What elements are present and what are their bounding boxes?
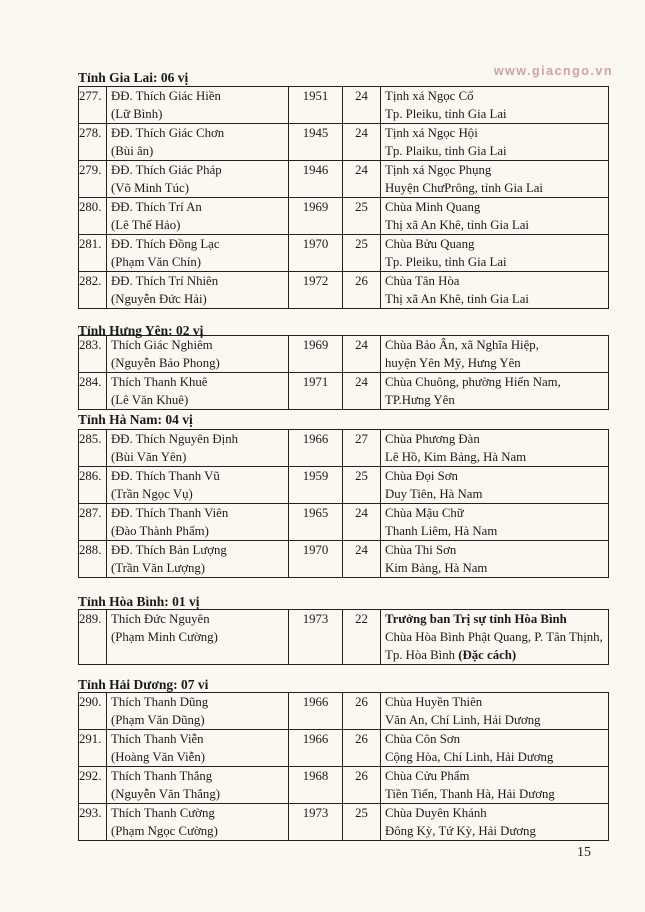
table-hoabinh [78,609,609,665]
birth-year: 1969 [302,200,329,214]
monk-name: ĐĐ. Thích Giác Pháp [111,163,222,177]
location-cell [381,693,609,730]
name-cell [107,235,289,272]
birth-year-cell [289,804,343,841]
city-name [385,646,604,664]
ordination-age: 27 [355,432,368,446]
table-row [79,336,609,373]
location-cell [381,430,609,467]
temple-name: Chùa Duyên Khánh [385,806,487,820]
temple-address: Kim Bảng, Hà Nam [385,561,488,575]
lay-name: (Trần Văn Lượng) [111,561,206,575]
lay-name: (Phạm Ngọc Cường) [111,824,218,838]
lay-name: (Lê Văn Khuê) [111,393,189,407]
row-number-text: 280. [79,200,102,214]
row-number [79,161,107,198]
lay-name: (Hoàng Văn Viễn) [111,750,206,764]
section-title-gialai: Tỉnh Gia Lai: 06 vị [78,70,189,85]
ordination-age: 26 [355,769,368,783]
row-number-text: 281. [79,237,102,251]
birth-year: 1973 [302,612,329,626]
name-cell [107,693,289,730]
age-cell [343,767,381,804]
lay-name: (Phạm Minh Cường) [111,630,218,644]
page-number: 15 [577,845,591,860]
monk-name: ĐĐ. Thích Giác Hiền [111,89,221,103]
city-name-part: Tp. Hòa Bình [385,648,459,662]
birth-year-cell [289,541,343,578]
birth-year-cell [289,235,343,272]
lay-name: (Võ Minh Túc) [111,181,189,195]
row-number-text: 292. [79,769,102,783]
row-number [79,87,107,124]
lay-name: (Đào Thành Phẩm) [111,524,209,538]
table-hungyen [78,335,609,410]
location-cell [381,87,609,124]
row-number-text: 285. [79,432,102,446]
location-cell [381,336,609,373]
row-number [79,610,107,665]
name-cell [107,198,289,235]
temple-name: Chùa Thi Sơn [385,543,457,557]
temple-name: Chùa Đọi Sơn [385,469,458,483]
table-row [79,272,609,309]
birth-year-cell [289,730,343,767]
name-cell [107,610,289,665]
row-number [79,430,107,467]
special-note-part: (Đặc cách) [458,648,517,662]
birth-year-cell [289,272,343,309]
row-number [79,467,107,504]
table-row [79,767,609,804]
temple-address: Đông Kỳ, Tứ Kỳ, Hải Dương [385,824,536,838]
age-cell [343,272,381,309]
ordination-age: 26 [355,274,368,288]
age-cell [343,730,381,767]
location-cell [381,541,609,578]
location-cell [381,198,609,235]
location-cell [381,610,609,665]
temple-address: Văn An, Chí Linh, Hải Dương [385,713,541,727]
birth-year: 1968 [302,769,329,783]
row-number-text: 284. [79,375,102,389]
row-number [79,272,107,309]
name-cell [107,272,289,309]
row-number [79,235,107,272]
row-number-text: 278. [79,126,102,140]
table-row [79,161,609,198]
age-cell [343,467,381,504]
monk-name: Thích Thanh Viễn [111,732,204,746]
temple-address: Thị xã An Khê, tỉnh Gia Lai [385,218,529,232]
ordination-age: 25 [355,806,368,820]
lay-name: (Phạm Văn Dũng) [111,713,205,727]
lay-name: (Lữ Bình) [111,107,163,121]
birth-year: 1946 [302,163,329,177]
birth-year-cell [289,693,343,730]
row-number [79,198,107,235]
location-cell [381,467,609,504]
table-row [79,467,609,504]
monk-name: ĐĐ. Thích Nguyên Định [111,432,239,446]
age-cell [343,693,381,730]
birth-year: 1966 [302,695,329,709]
temple-name: Tịnh xá Ngọc Hội [385,126,478,140]
age-cell [343,235,381,272]
row-number-text: 290. [79,695,102,709]
name-cell [107,541,289,578]
birth-year-cell [289,161,343,198]
table-row [79,693,609,730]
location-cell [381,161,609,198]
location-cell [381,804,609,841]
temple-address: huyện Yên Mỹ, Hưng Yên [385,356,521,370]
birth-year-cell [289,336,343,373]
temple-address: Tp. Pleiku, tỉnh Gia Lai [385,255,507,269]
table-row [79,235,609,272]
row-number [79,124,107,161]
age-cell [343,161,381,198]
birth-year: 1970 [302,237,329,251]
location-cell [381,124,609,161]
location-cell [381,373,609,410]
age-cell [343,198,381,235]
birth-year: 1969 [302,338,329,352]
table-row [79,87,609,124]
name-cell [107,804,289,841]
ordination-age: 26 [355,732,368,746]
table-row [79,541,609,578]
row-number [79,336,107,373]
birth-year: 1965 [302,506,329,520]
table-row [79,430,609,467]
ordination-age: 25 [355,237,368,251]
location-cell [381,767,609,804]
monk-name: ĐĐ. Thích Trí An [111,200,202,214]
temple-address: Thị xã An Khê, tỉnh Gia Lai [385,292,529,306]
monk-name: Thích Thanh Thắng [111,769,213,783]
row-number [79,504,107,541]
birth-year-cell [289,504,343,541]
temple-name: Chùa Phương Đàn [385,432,480,446]
location-cell [381,235,609,272]
birth-year: 1970 [302,543,329,557]
monk-name: ĐĐ. Thích Bản Lượng [111,543,227,557]
table-row [79,198,609,235]
monk-name: Thích Thanh Khuê [111,375,208,389]
row-number-text: 288. [79,543,102,557]
age-cell [343,336,381,373]
ordination-age: 24 [355,506,368,520]
temple-name: Chùa Bảo Ân, xã Nghĩa Hiệp, [385,338,539,352]
ordination-age: 24 [355,89,368,103]
birth-year: 1966 [302,432,329,446]
name-cell [107,767,289,804]
monk-name: ĐĐ. Thích Trí Nhiên [111,274,219,288]
monk-name: Thích Đức Nguyên [111,612,210,626]
row-number-text: 287. [79,506,102,520]
temple-name: Chùa Minh Quang [385,200,481,214]
temple-name: Tịnh xá Ngọc Cổ [385,89,474,103]
name-cell [107,124,289,161]
temple-address: Tiền Tiến, Thanh Hà, Hải Dương [385,787,555,801]
row-number [79,804,107,841]
monk-name: Thích Thanh Dũng [111,695,209,709]
birth-year: 1972 [302,274,329,288]
name-cell [107,504,289,541]
temple-address: Tp. Plaiku, tỉnh Gia Lai [385,144,507,158]
row-number-text: 277. [79,89,102,103]
temple-address: Duy Tiên, Hà Nam [385,487,483,501]
lay-name: (Phạm Văn Chín) [111,255,202,269]
watermark-text: www.giacngo.vn [493,64,613,78]
location-cell [381,730,609,767]
temple-address: Chùa Hòa Bình Phật Quang, P. Tân Thịnh, [385,630,603,644]
birth-year: 1973 [302,806,329,820]
temple-address: Lê Hồ, Kim Bảng, Hà Nam [385,450,527,464]
temple-name: Chùa Tân Hòa [385,274,460,288]
row-number-text: 291. [79,732,102,746]
row-number [79,541,107,578]
ordination-age: 24 [355,163,368,177]
monk-name: Thích Giác Nghiêm [111,338,213,352]
age-cell [343,430,381,467]
temple-address: TP.Hưng Yên [385,393,455,407]
lay-name: (Bùi ân) [111,144,154,158]
name-cell [107,336,289,373]
lay-name: (Lê Thế Hảo) [111,218,181,232]
lay-name: (Nguyễn Văn Thắng) [111,787,220,801]
monk-name: ĐĐ. Thích Thanh Vũ [111,469,220,483]
row-number-text: 289. [79,612,102,626]
monk-name: ĐĐ. Thích Đồng Lạc [111,237,220,251]
temple-name: Chùa Huyền Thiên [385,695,483,709]
table-row [79,804,609,841]
birth-year-cell [289,467,343,504]
age-cell [343,804,381,841]
row-number [79,693,107,730]
lay-name: (Trần Ngọc Vụ) [111,487,193,501]
age-cell [343,504,381,541]
monk-name: Thích Thanh Cường [111,806,215,820]
birth-year-cell [289,124,343,161]
temple-name: Chùa Bửu Quang [385,237,475,251]
row-number-text: 283. [79,338,102,352]
row-number [79,767,107,804]
row-number-text: 286. [79,469,102,483]
position-title: Trưởng ban Trị sự tỉnh Hòa Bình [385,612,567,626]
age-cell [343,124,381,161]
row-number-text: 282. [79,274,102,288]
section-title-hoabinh: Tỉnh Hòa Bình: 01 vị [78,594,200,609]
table-haiduong [78,692,609,841]
section-title-hungyen: Tỉnh Hưng Yên: 02 vị [78,323,204,338]
temple-address: Huyện ChưPrông, tỉnh Gia Lai [385,181,543,195]
age-cell [343,541,381,578]
ordination-age: 24 [355,126,368,140]
name-cell [107,467,289,504]
birth-year-cell [289,610,343,665]
birth-year: 1951 [302,89,329,103]
ordination-age: 26 [355,695,368,709]
birth-year-cell [289,373,343,410]
ordination-age: 24 [355,338,368,352]
temple-name: Chùa Mậu Chữ [385,506,464,520]
name-cell [107,373,289,410]
section-title-haiduong: Tỉnh Hải Dương: 07 vi [78,677,209,692]
birth-year-cell [289,198,343,235]
ordination-age: 25 [355,200,368,214]
row-number-text: 279. [79,163,102,177]
table-row [79,373,609,410]
birth-year: 1966 [302,732,329,746]
temple-name: Chùa Chuông, phường Hiến Nam, [385,375,561,389]
location-cell [381,504,609,541]
row-number [79,730,107,767]
table-hanam [78,429,609,578]
ordination-age: 24 [355,543,368,557]
age-cell [343,610,381,665]
table-row [79,124,609,161]
monk-name: ĐĐ. Thích Giác Chơn [111,126,225,140]
temple-name: Chùa Cửu Phẩm [385,769,470,783]
table-row [79,610,609,665]
name-cell [107,430,289,467]
temple-address: Tp. Pleiku, tỉnh Gia Lai [385,107,507,121]
birth-year: 1945 [302,126,329,140]
lay-name: (Bùi Văn Yên) [111,450,187,464]
temple-name: Chùa Côn Sơn [385,732,461,746]
ordination-age: 24 [355,375,368,389]
table-row [79,730,609,767]
birth-year: 1971 [302,375,329,389]
ordination-age: 22 [355,612,368,626]
location-cell [381,272,609,309]
name-cell [107,161,289,198]
lay-name: (Nguyễn Đức Hải) [111,292,207,306]
birth-year-cell [289,767,343,804]
birth-year: 1959 [302,469,329,483]
lay-name: (Nguyễn Bảo Phong) [111,356,220,370]
table-gialai [78,86,609,309]
table-row [79,504,609,541]
name-cell [107,87,289,124]
birth-year-cell [289,87,343,124]
temple-address: Cộng Hòa, Chí Linh, Hải Dương [385,750,554,764]
monk-name: ĐĐ. Thích Thanh Viên [111,506,229,520]
temple-name: Tịnh xá Ngọc Phụng [385,163,492,177]
temple-address: Thanh Liêm, Hà Nam [385,524,498,538]
row-number [79,373,107,410]
name-cell [107,730,289,767]
ordination-age: 25 [355,469,368,483]
section-title-hanam: Tỉnh Hà Nam: 04 vị [78,412,193,427]
age-cell [343,87,381,124]
birth-year-cell [289,430,343,467]
age-cell [343,373,381,410]
row-number-text: 293. [79,806,102,820]
